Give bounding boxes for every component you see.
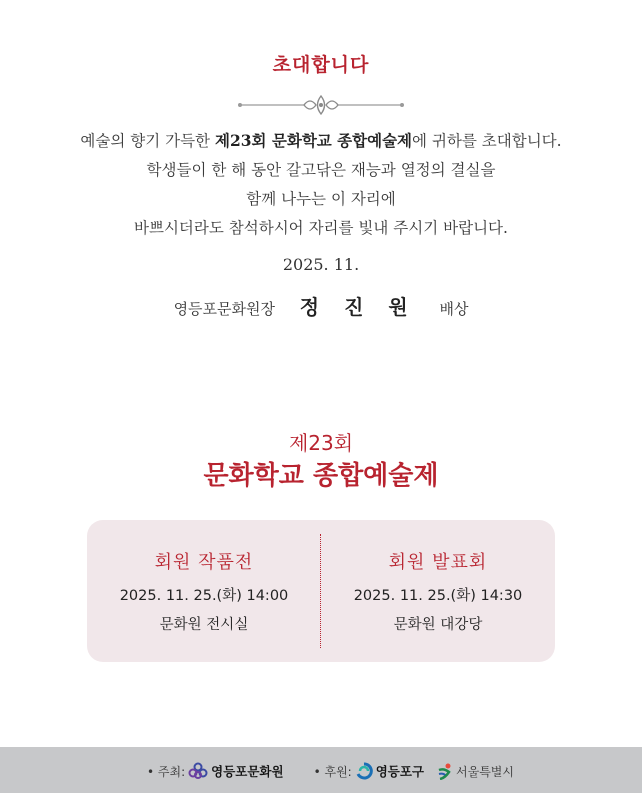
program-place: 문화원 대강당 (393, 617, 483, 633)
seoul-logo-icon (437, 762, 453, 780)
invitation-line-1: 예술의 향기 가득한 제23회 문화학교 종합예술제에 귀하를 초대합니다. (80, 131, 562, 150)
sponsor-org-2: 서울특별시 (456, 764, 514, 779)
program-datetime: 2025. 11. 25.(화) 14:00 (119, 588, 289, 604)
sponsor-label: • 후원: (313, 764, 352, 779)
host-org: 영등포문화원 (211, 764, 284, 779)
signer-name: 정 진 원 (299, 295, 417, 319)
event-name-inline: 제23회 문화학교 종합예술제 (214, 131, 413, 150)
invitation-date: 2025. 11. (282, 255, 360, 274)
program-exhibition (87, 520, 321, 634)
program-title: 회원 작품전 (154, 552, 254, 573)
program-performance (321, 520, 555, 634)
culture-center-logo-icon (188, 762, 208, 780)
sponsor-org-1: 영등포구 (375, 764, 425, 779)
program-card (87, 520, 555, 662)
event-number: 제23회 (288, 431, 354, 455)
invitation-line-4: 바쁘시더라도 참석하시어 자리를 빛내 주시기 바랍니다. (134, 219, 508, 237)
invitation-line-3: 함께 나누는 이 자리에 (246, 190, 396, 208)
invitation-line-2: 학생들이 한 해 동안 갈고닦은 재능과 열정의 결실을 (146, 161, 496, 179)
host-label: • 주최: (147, 764, 186, 779)
ornament-divider (236, 92, 406, 118)
signer (0, 291, 642, 320)
invitation-title: 초대합니다 (272, 54, 370, 76)
program-title: 회원 발표회 (388, 552, 488, 573)
footer-bar (0, 747, 642, 793)
footer-credits (147, 762, 514, 780)
signer-suffix: 배상 (439, 300, 469, 318)
event-title: 문화학교 종합예술제 (203, 461, 439, 491)
signer-title: 영등포문화원장 (173, 300, 275, 318)
invitation-body (0, 126, 642, 243)
yeongdeungpo-logo-icon (355, 762, 373, 780)
program-place: 문화원 전시실 (159, 617, 249, 633)
program-datetime: 2025. 11. 25.(화) 14:30 (353, 588, 523, 604)
